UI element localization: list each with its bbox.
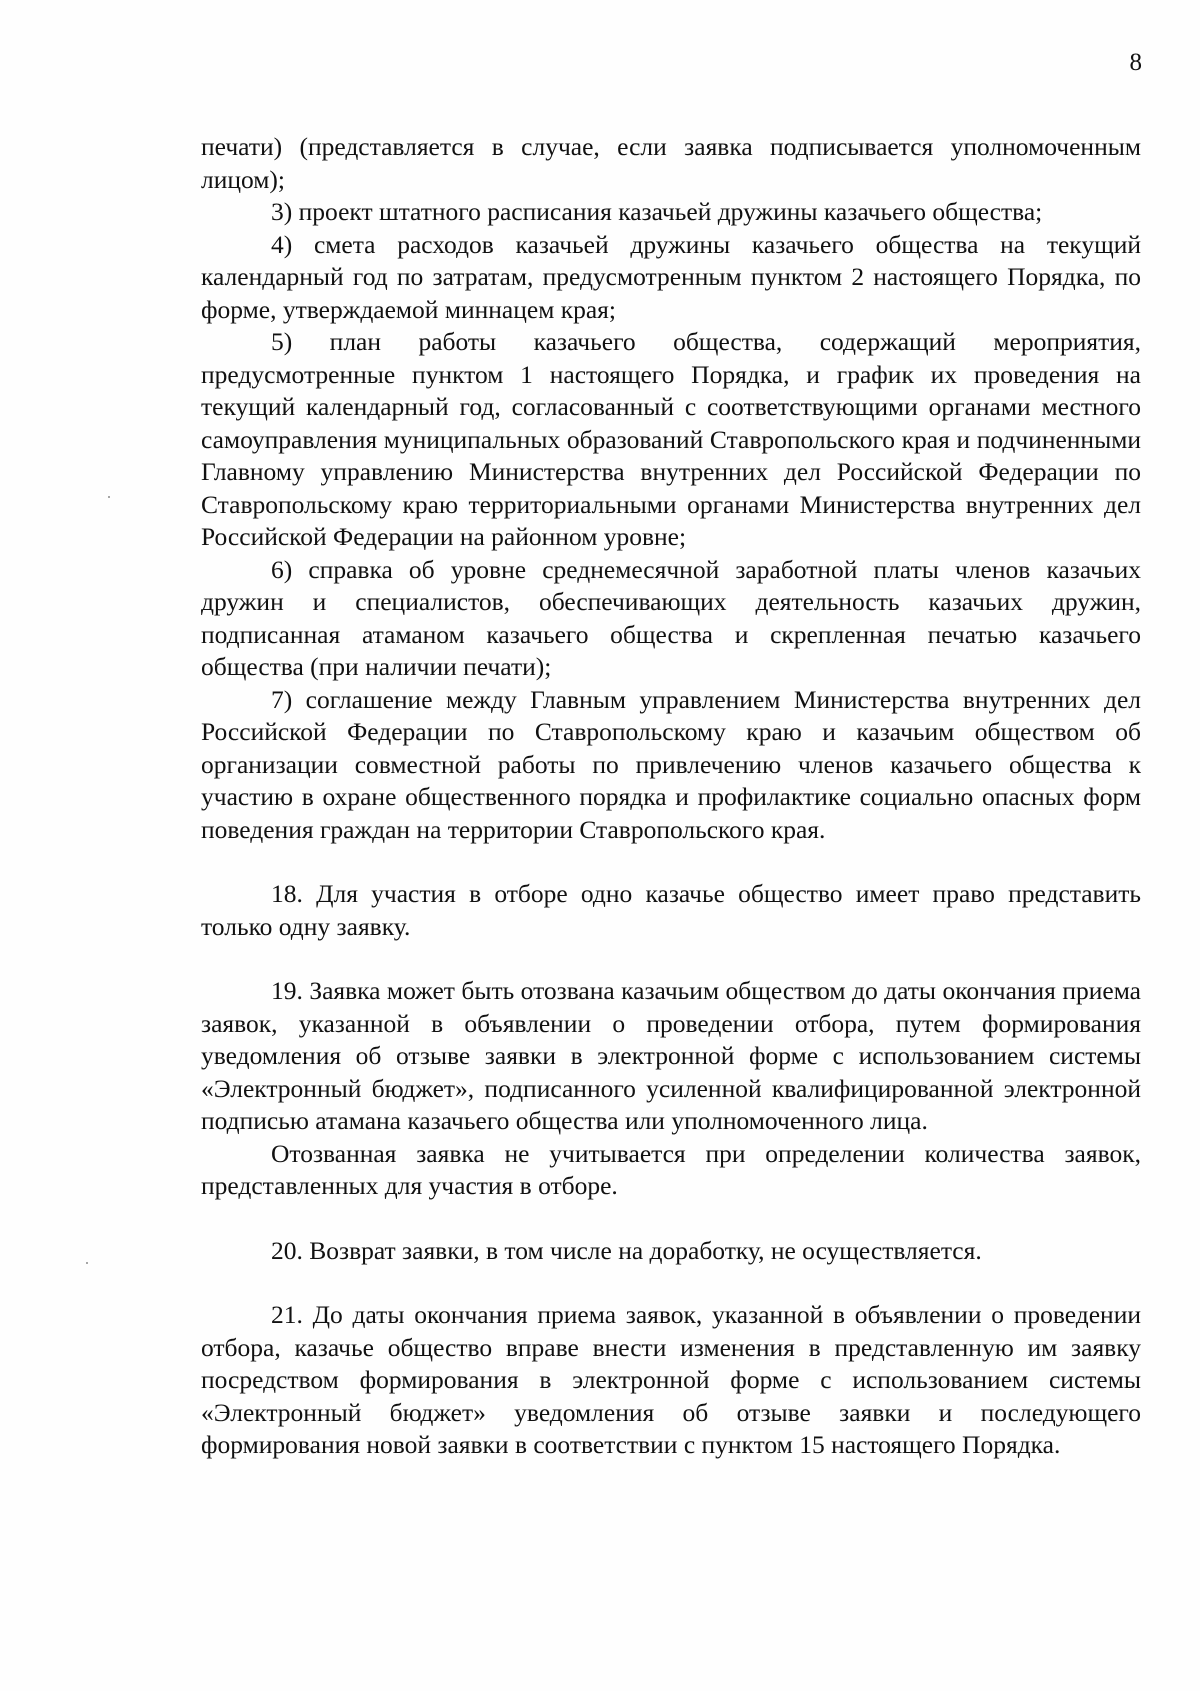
clause-19: 19. Заявка может быть отозвана казачьим обществом до даты окончания приема заявок, указанной в объявлении о проведении отбора, путем формирования уведомления об отзыве заявки в электронной форме с использованием системы «Электронный бюджет», подписанного усиленной квалифицированной электронной подписью атамана казачьего общества или уполномоченного лица.	[201, 976, 1141, 1135]
clause-18: 18. Для участия в отборе одно казачье общество имеет право представить только одну заявку.	[201, 879, 1141, 941]
scan-speck	[108, 496, 110, 498]
list-item-4: 4) смета расходов казачьей дружины казачьего общества на текущий календарный год по затратам, предусмотренным пунктом 2 настоящего Порядка, по форме, утверждаемой миннацем края;	[201, 229, 1141, 324]
paragraph-continuation: печати) (представляется в случае, если заявка подписывается уполномоченным лицом);	[201, 132, 1141, 194]
list-item-5: 5) план работы казачьего общества, содержащий мероприятия, предусмотренные пунктом 1 настоящего Порядка, и график их проведения на текущий календарный год, согласованный с соответствующими органами местного самоуправления муниципальных образований Ставропольского края и подчиненными Главному управлению Министерства внутренних дел Российской Федерации по Ставропольскому краю территориальными органами Министерства внутренних дел Российской Федерации на районном уровне;	[201, 327, 1141, 551]
list-item-7: 7) соглашение между Главным управлением Министерства внутренних дел Российской Федерации по Ставропольскому краю и казачьим обществом об организации совместной работы по привлечению членов казачьего общества к участию в охране общественного порядка и профилактике социально опасных форм поведения граждан на территории Ставропольского края.	[201, 684, 1141, 844]
clause-19-note: Отозванная заявка не учитывается при определении количества заявок, представленных для участия в отборе.	[201, 1138, 1141, 1200]
scan-speck	[86, 1262, 88, 1264]
clause-21: 21. До даты окончания приема заявок, указанной в объявлении о проведении отбора, казачье общество вправе внести изменения в представленную им заявку посредством формирования в электронной форме с использованием системы «Электронный бюджет» уведомления об отзыве заявки и последующего формирования новой заявки в соответствии с пунктом 15 настоящего Порядка.	[201, 1300, 1141, 1459]
clause-20: 20. Возврат заявки, в том числе на доработку, не осуществляется.	[271, 1235, 982, 1265]
list-item-3: 3) проект штатного расписания казачьей дружины казачьего общества;	[271, 197, 1043, 226]
page-number: 8	[1129, 49, 1142, 76]
document-body	[201, 131, 1141, 1462]
list-item-6: 6) справка об уровне среднемесячной заработной платы членов казачьих дружин и специалистов, обеспечивающих деятельность казачьих дружин, подписанная атаманом казачьего общества и скрепленная печатью казачьего общества (при наличии печати);	[201, 554, 1141, 681]
